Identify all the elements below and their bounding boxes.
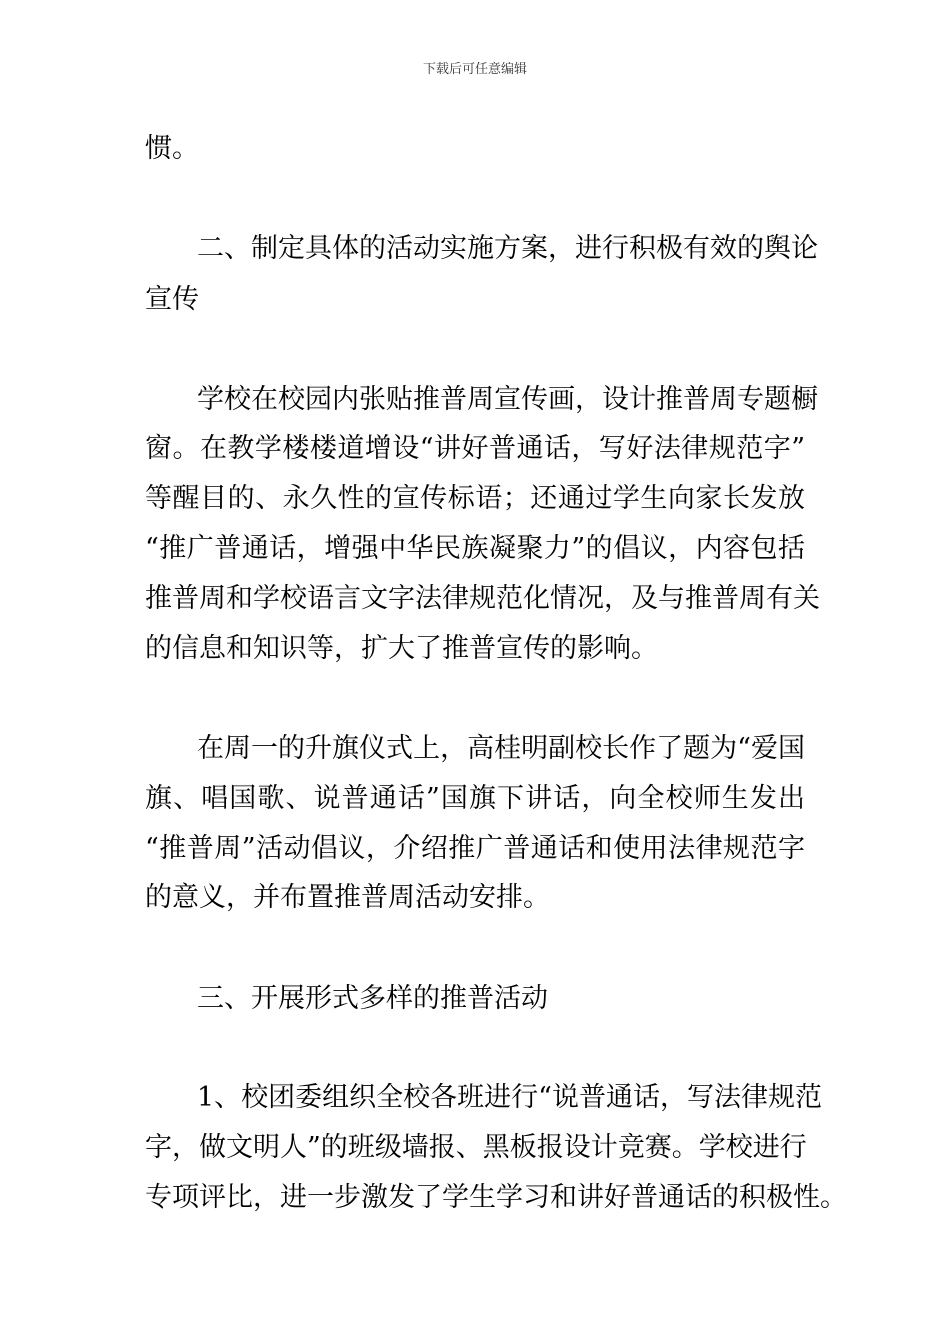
paragraph-line: 在周一的升旗仪式上，高桂明副校长作了题为“爱国 [197,733,805,764]
paragraph-line: 等醒目的、永久性的宣传标语；还通过学生向家长发放 [145,483,805,514]
section-heading-line: 三、开展形式多样的推普活动 [197,983,548,1014]
paragraph-line: 的信息和知识等，扩大了推普宣传的影响。 [145,633,658,664]
page-header: 下载后可任意编辑 [422,62,527,77]
paragraph-line: 学校在校园内张贴推普周宣传画，设计推普周专题橱 [197,384,818,415]
paragraph-line: 旗、唱国歌、说普通话”国旗下讲话，向全校师生发出 [145,783,805,814]
paragraph-line: 1、校团委组织全校各班进行“说普通话，写法律规范 [197,1082,822,1113]
paragraph-line: 专项评比，进一步激发了学生学习和讲好普通话的积极性。 [145,1182,847,1213]
paragraph-line: “推普周”活动倡议，介绍推广普通话和使用法律规范字 [145,833,805,864]
paragraph-line: 的意义，并布置推普周活动安排。 [145,882,550,913]
section-heading-line: 二、制定具体的活动实施方案，进行积极有效的舆论 [197,233,818,264]
paragraph-line: “推广普通话，增强中华民族凝聚力”的倡议，内容包括 [145,533,805,564]
section-heading-line: 宣传 [145,284,199,315]
paragraph-line: 惯。 [145,133,199,164]
paragraph-line: 字，做文明人”的班级墙报、黑板报设计竞赛。学校进行 [145,1132,807,1163]
paragraph-line: 窗。在教学楼楼道增设“讲好普通话，写好法律规范字” [145,433,805,464]
paragraph-line: 推普周和学校语言文字法律规范化情况，及与推普周有关 [145,583,820,614]
